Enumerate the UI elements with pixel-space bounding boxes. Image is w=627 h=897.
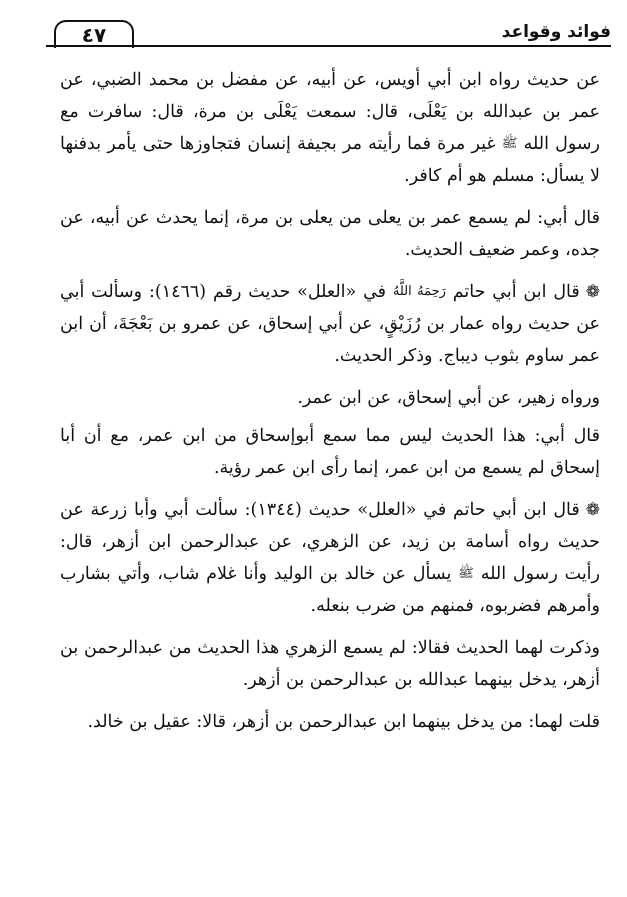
flower-ornament-icon: ❁ bbox=[585, 282, 600, 302]
salawat-symbol: ﷺ bbox=[501, 136, 518, 151]
paragraph-text: قال ابن أبي حاتم bbox=[445, 282, 580, 302]
paragraph bbox=[60, 276, 600, 372]
paragraph-text: قال ابن أبي حاتم في «العلل» حديث (١٣٤٤): سألت أبي وأبا زرعة عن حديث رواه أسامة بن زيد، عن الزهري، عن عبدالرحمن ابن أزهر، قال: رأيت رسول الله bbox=[60, 500, 600, 584]
paragraph bbox=[60, 64, 600, 192]
salawat-symbol: ﷺ bbox=[458, 566, 474, 581]
paragraph: قال أبي: هذا الحديث ليس مما سمع أبوإسحاق من ابن عمر، مع أن أبا إسحاق لم يسمع من ابن عمر، إنما رأى ابن عمر رؤية. bbox=[60, 426, 600, 478]
paragraph-text: يسأل عن خالد بن الوليد وأنا غلام شاب، وأتي بشارب وأمرهم فضربوه، فمنهم من ضرب بنعله. bbox=[60, 564, 600, 616]
page-number: ٤٧ bbox=[54, 20, 134, 48]
paragraph: قلت لهما: من يدخل بينهما ابن عبدالرحمن بن أزهر، قالا: عقيل بن خالد. bbox=[87, 712, 600, 732]
paragraph: وذكرت لهما الحديث فقالا: لم يسمع الزهري هذا الحديث من عبدالرحمن بن أزهر، يدخل بينهما عبدالله بن عبدالرحمن بن أزهر. bbox=[60, 638, 600, 690]
paragraph-text: غير مرة فما رأيته مر بجيفة إنسان فتجاوزها حتى يأمر بدفنها لا يسأل: مسلم هو أم كافر. bbox=[60, 134, 600, 186]
rahimahullah-symbol: رَحِمَهُ اللَّهُ bbox=[392, 284, 446, 299]
paragraph: قال أبي: لم يسمع عمر بن يعلى من يعلى بن مرة، إنما يحدث عن أبيه، عن جده، وعمر ضعيف الحديث. bbox=[60, 208, 600, 260]
page-body bbox=[60, 64, 600, 748]
paragraph: ورواه زهير، عن أبي إسحاق، عن ابن عمر. bbox=[297, 388, 600, 408]
book-title: فوائد وقواعد bbox=[501, 22, 611, 42]
paragraph-text: عن حديث رواه ابن أبي أويس، عن أبيه، عن مفضل بن محمد الضبي، عن عمر بن عبدالله بن يَعْلَى، قال: سمعت يَعْلَى بن مرة، قال: سافرت مع رسول الله bbox=[60, 70, 600, 154]
paragraph-text: في «العلل» حديث رقم (١٤٦٦): وسألت أبي عن حديث رواه عمار بن رُزَيْقٍ، عن أبي إسحاق، عن عمرو بن بَعْجَةَ، أن ابن عمر ساوم بثوب ديباج. وذكر الحديث. bbox=[60, 282, 600, 366]
paragraph bbox=[60, 494, 600, 622]
running-header bbox=[46, 18, 611, 48]
flower-ornament-icon: ❁ bbox=[585, 500, 600, 520]
